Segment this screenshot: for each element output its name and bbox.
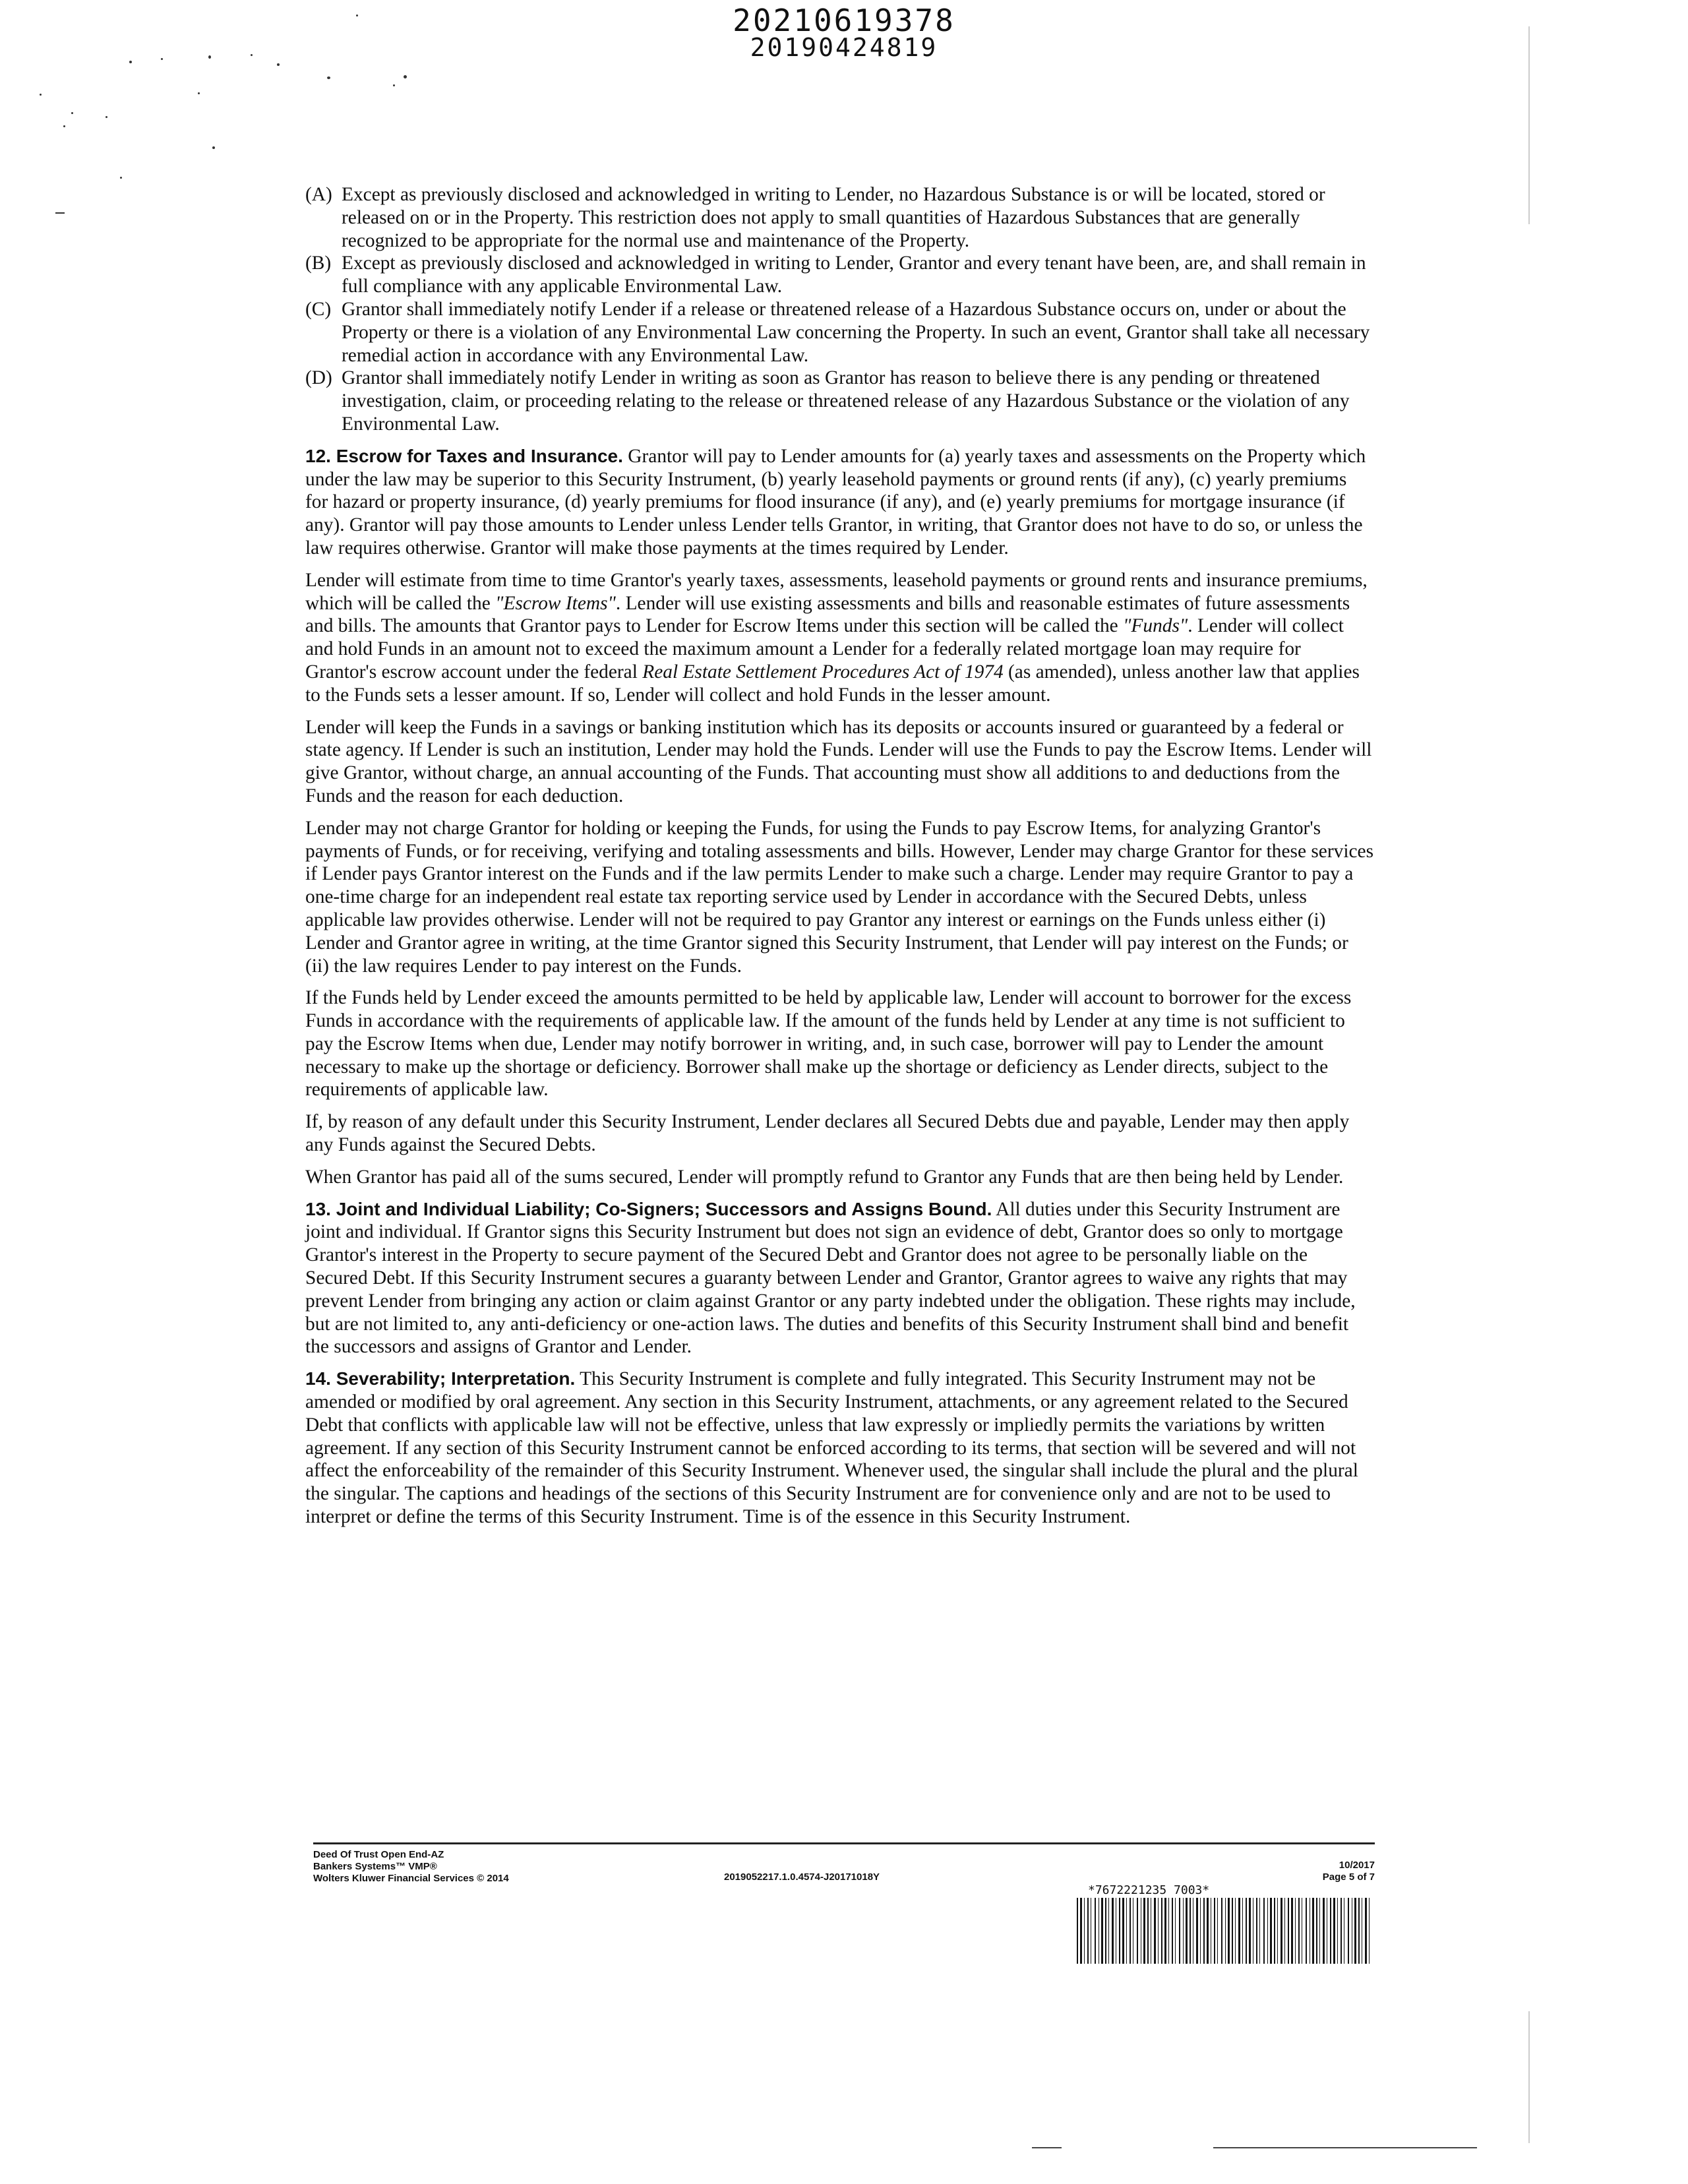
- page-number: Page 5 of 7: [1322, 1871, 1375, 1883]
- barcode-bar: [1108, 1898, 1109, 1964]
- section-14: [305, 1368, 1373, 1529]
- barcode: [1077, 1898, 1373, 1964]
- barcode-bar: [1306, 1898, 1307, 1964]
- barcode-bar: [1348, 1898, 1349, 1964]
- item-label: (B): [305, 253, 332, 274]
- barcode-bar: [1369, 1898, 1370, 1964]
- barcode-bar: [1274, 1898, 1275, 1964]
- barcode-bar: [1312, 1898, 1314, 1964]
- barcode-bar: [1298, 1898, 1300, 1964]
- section-12-escrow-items: [305, 569, 1373, 707]
- barcode-bar: [1126, 1898, 1127, 1964]
- barcode-bar: [1158, 1898, 1159, 1964]
- hazard-item-d: [305, 367, 1373, 435]
- barcode-bar: [1263, 1898, 1265, 1964]
- item-text: Grantor shall immediately notify Lender in writing as soon as Grantor has reason to believe there is any pending or threatened investigation, claim, or proceeding relating to the release or threatened release of any Hazardous Substance or the violation of any Environmental Law.: [342, 367, 1350, 435]
- barcode-bar: [1267, 1898, 1268, 1964]
- barcode-bar: [1330, 1898, 1331, 1964]
- barcode-bar: [1323, 1898, 1325, 1964]
- item-text: Except as previously disclosed and acknowledged in writing to Lender, no Hazardous Substance is or will be located, stored or released on or in the Property. This restriction does not apply to small quantities of Hazardous Substances that are generally recognized to be appropriate for the normal use and maintenance of the Property.: [342, 184, 1325, 251]
- barcode-bar: [1277, 1898, 1278, 1964]
- section-13: [305, 1198, 1373, 1359]
- barcode-bar: [1161, 1898, 1162, 1964]
- barcode-bar: [1337, 1898, 1338, 1964]
- scan-mark: [1032, 2147, 1062, 2148]
- barcode-bar: [1288, 1898, 1289, 1964]
- form-version: 10/2017: [1339, 1860, 1375, 1871]
- form-name: Deed Of Trust Open End-AZ: [313, 1849, 444, 1860]
- barcode-number: *7672221235 7003*: [1088, 1883, 1210, 1897]
- text-run: Lender will estimate from time to time Grantor's yearly taxes, assessments, leasehold payments or ground rents and insurance premiums, which will be called the: [305, 569, 1368, 614]
- barcode-bar: [1105, 1898, 1106, 1964]
- barcode-bar: [1221, 1898, 1222, 1964]
- footer-doc-code: 2019052217.1.0.4574-J20171018Y: [724, 1871, 880, 1883]
- barcode-bar: [1190, 1898, 1191, 1964]
- barcode-bar: [1183, 1898, 1184, 1964]
- barcode-bar: [1084, 1898, 1085, 1964]
- item-text: Grantor shall immediately notify Lender if a release or threatened release of a Hazardous Substance occurs on, under or about the Property or there is a violation of any Environmental Law concerning the Property. In such an event, Grantor shall take all necessary remedial action in accordance with any Environmental Law.: [342, 298, 1370, 366]
- barcode-bar: [1101, 1898, 1103, 1964]
- barcode-bar: [1365, 1898, 1367, 1964]
- recording-number-secondary: 20190424819: [750, 33, 938, 62]
- barcode-bar: [1137, 1898, 1138, 1964]
- barcode-bar: [1077, 1898, 1078, 1964]
- section-14-text: This Security Instrument is complete and fully integrated. This Security Instrument may not be amended or modified by oral agreement. Any section in this Security Instrument, attachments, or any agreement related to the Secured Debt that conflicts with applicable law will not be effective, unless that law expressly or impliedly permits the variations by written agreement. If any section of this Security Instrument cannot be enforced according to its terms, that section will be severed and will not affect the enforceability of the remainder of this Security Instrument. Whenever used, the singular shall include the plural and the plural the singular. The captions and headings of the sections of this Security Instrument are for convenience only and are not to be used to interpret or define the terms of this Security Instrument. Time is of the essence in this Security Instrument.: [305, 1368, 1358, 1528]
- barcode-bar: [1270, 1898, 1272, 1964]
- footer-divider: [313, 1842, 1375, 1844]
- barcode-bar: [1214, 1898, 1215, 1964]
- barcode-bar: [1172, 1898, 1173, 1964]
- barcode-bar: [1242, 1898, 1243, 1964]
- barcode-bar: [1228, 1898, 1230, 1964]
- copyright: Wolters Kluwer Financial Services © 2014: [313, 1873, 509, 1884]
- publisher: Bankers Systems™ VMP®: [313, 1861, 437, 1872]
- barcode-bar: [1164, 1898, 1166, 1964]
- barcode-bar: [1154, 1898, 1156, 1964]
- barcode-bar: [1186, 1898, 1188, 1964]
- scan-edge-line: [1528, 26, 1530, 224]
- barcode-bar: [1333, 1898, 1335, 1964]
- barcode-bar: [1358, 1898, 1360, 1964]
- barcode-bar: [1175, 1898, 1176, 1964]
- section-12-text: Grantor will pay to Lender amounts for (a) yearly taxes and assessments on the Property which under the law may be superior to this Security Instrument, (b) yearly leasehold payments or ground rents (if any), (c) yearly premiums for hazard or property insurance, (d) yearly premiums for flood insurance (if any), and (e) yearly premiums for mortgage insurance (if any). Grantor will pay those amounts to Lender unless Lender tells Grantor, in writing, that Grantor does not have to do so, or unless the law requires otherwise. Grantor will make those payments at the times required by Lender.: [305, 445, 1366, 559]
- term-funds: "Funds": [1123, 615, 1188, 637]
- barcode-bar: [1316, 1898, 1317, 1964]
- barcode-bar: [1143, 1898, 1145, 1964]
- barcode-bar: [1259, 1898, 1260, 1964]
- barcode-bar: [1168, 1898, 1169, 1964]
- barcode-bar: [1319, 1898, 1320, 1964]
- scan-mark: [1213, 2147, 1477, 2148]
- barcode-bar: [1281, 1898, 1282, 1964]
- item-label: (C): [305, 298, 332, 320]
- hazard-item-b: [305, 252, 1373, 298]
- barcode-bar: [1291, 1898, 1293, 1964]
- barcode-bar: [1246, 1898, 1247, 1964]
- term-escrow-items: "Escrow Items": [495, 592, 616, 614]
- section-12-refund: When Grantor has paid all of the sums secured, Lender will promptly refund to Grantor any Funds that are then being held by Lender.: [305, 1166, 1344, 1188]
- section-12-heading: 12. Escrow for Taxes and Insurance.: [305, 445, 623, 466]
- section-12-intro: [305, 445, 1373, 560]
- barcode-bar: [1249, 1898, 1251, 1964]
- barcode-bar: [1256, 1898, 1257, 1964]
- barcode-bar: [1200, 1898, 1201, 1964]
- barcode-bar: [1087, 1898, 1089, 1964]
- barcode-bar: [1225, 1898, 1226, 1964]
- item-text: Except as previously disclosed and acknowledged in writing to Lender, Grantor and every tenant have been, are, and shall remain in full compliance with any applicable Environmental Law.: [342, 253, 1366, 297]
- text-run: . Lender will use existing assessments and bills and reasonable estimates of future assessments and bills. The amounts that Grantor pays to Lender for Escrow Items under this section will be called the: [305, 592, 1350, 637]
- hazard-item-a: [305, 183, 1373, 252]
- section-13-heading: 13. Joint and Individual Liability; Co-Signers; Successors and Assigns Bound.: [305, 1198, 992, 1219]
- barcode-bar: [1119, 1898, 1120, 1964]
- document-body: [305, 183, 1373, 1529]
- hazard-item-c: [305, 298, 1373, 367]
- barcode-bar: [1122, 1898, 1124, 1964]
- act-name: Real Estate Settlement Procedures Act of 1974: [642, 661, 1004, 682]
- section-12-default: If, by reason of any default under this Security Instrument, Lender declares all Secured Debts due and payable, Lender may then apply any Funds against the Secured Debts.: [305, 1111, 1350, 1156]
- barcode-bar: [1295, 1898, 1296, 1964]
- text-run: (as amended), unless another law that applies to the Funds sets a lesser amount. If so, Lender will collect and hold Funds in the lesser amount.: [305, 661, 1360, 706]
- barcode-bar: [1179, 1898, 1180, 1964]
- barcode-bar: [1203, 1898, 1205, 1964]
- section-12-funds-institution: Lender will keep the Funds in a savings or banking institution which has its deposits or accounts insured or guaranteed by a federal or state agency. If Lender is such an institution, Lender may hold the Funds. Lender will use the Funds to pay the Escrow Items. Lender will give Grantor, without charge, an annual accounting of the Funds. That accounting must show all additions to and deductions from the Funds and the reason for each deduction.: [305, 716, 1372, 806]
- scan-edge-line: [1528, 2011, 1530, 2143]
- barcode-bar: [1112, 1898, 1114, 1964]
- section-14-heading: 14. Severability; Interpretation.: [305, 1368, 576, 1389]
- text-run: . Lender will collect and hold Funds in an amount not to exceed the maximum amount a Lender for a federally related mortgage loan may require for Grantor's escrow account under the federal: [305, 615, 1344, 682]
- section-12-charges: Lender may not charge Grantor for holding or keeping the Funds, for using the Funds to pay Escrow Items, for analyzing Grantor's payments of Funds, or for receiving, verifying and totaling assessments and bills. However, Lender may charge Grantor for these services if Lender pays Grantor interest on the Funds and if the law permits Lender to make such a charge. Lender may require Grantor to pay a one-time charge for an independent real estate tax reporting service used by Lender in accordance with the Secured Debts, unless applicable law provides otherwise. Lender will not be required to pay Grantor any interest or earnings on the Funds unless either (i) Lender and Grantor agree in writing, at the time Grantor signed this Security Instrument, that Lender will pay interest on the Funds; or (ii) the law requires Lender to pay interest on the Funds.: [305, 817, 1374, 977]
- barcode-bar: [1235, 1898, 1236, 1964]
- section-13-text: All duties under this Security Instrument are joint and individual. If Grantor signs this Security Instrument but does not sign an evidence of debt, Grantor does so only to mortgage Grantor's interest in the Property to secure payment of the Secured Debt and Grantor does not agree to be personally liable on the Secured Debt. If this Security Instrument secures a guaranty between Lender and Grantor, Grantor agrees to waive any rights that may prevent Lender from bringing any action or claim against Grantor or any party indebted under the obligation. These rights may include, but are not limited to, any anti-deficiency or one-action laws. The duties and benefits of this Security Instrument shall bind and benefit the successors and assigns of Grantor and Lender.: [305, 1198, 1356, 1358]
- section-12-excess-funds: If the Funds held by Lender exceed the amounts permitted to be held by applicable law, Lender will account to borrower for the excess Funds in accordance with the requirements of applicable law. If the amount of the funds held by Lender at any time is not sufficient to pay the Escrow Items when due, Lender may notify borrower in writing, and, in such case, borrower will pay to Lender the amount necessary to make up the shortage or deficiency. Borrower shall make up the shortage or deficiency as Lender directs, subject to the requirements of applicable law.: [305, 987, 1352, 1101]
- barcode-bar: [1130, 1898, 1131, 1964]
- footer-form-info: [313, 1849, 509, 1885]
- item-label: (D): [305, 367, 332, 389]
- barcode-bar: [1207, 1898, 1209, 1964]
- barcode-bar: [1238, 1898, 1240, 1964]
- barcode-bar: [1095, 1898, 1096, 1964]
- barcode-bar: [1284, 1898, 1285, 1964]
- barcode-bar: [1354, 1898, 1356, 1964]
- barcode-bar: [1232, 1898, 1233, 1964]
- item-label: (A): [305, 184, 332, 205]
- barcode-bar: [1147, 1898, 1149, 1964]
- footer-page-info: [1323, 1860, 1375, 1883]
- barcode-bar: [1341, 1898, 1342, 1964]
- barcode-bar: [1196, 1898, 1198, 1964]
- recording-number-primary: 20210619378: [733, 3, 955, 38]
- barcode-bar: [1080, 1898, 1082, 1964]
- barcode-bar: [1217, 1898, 1218, 1964]
